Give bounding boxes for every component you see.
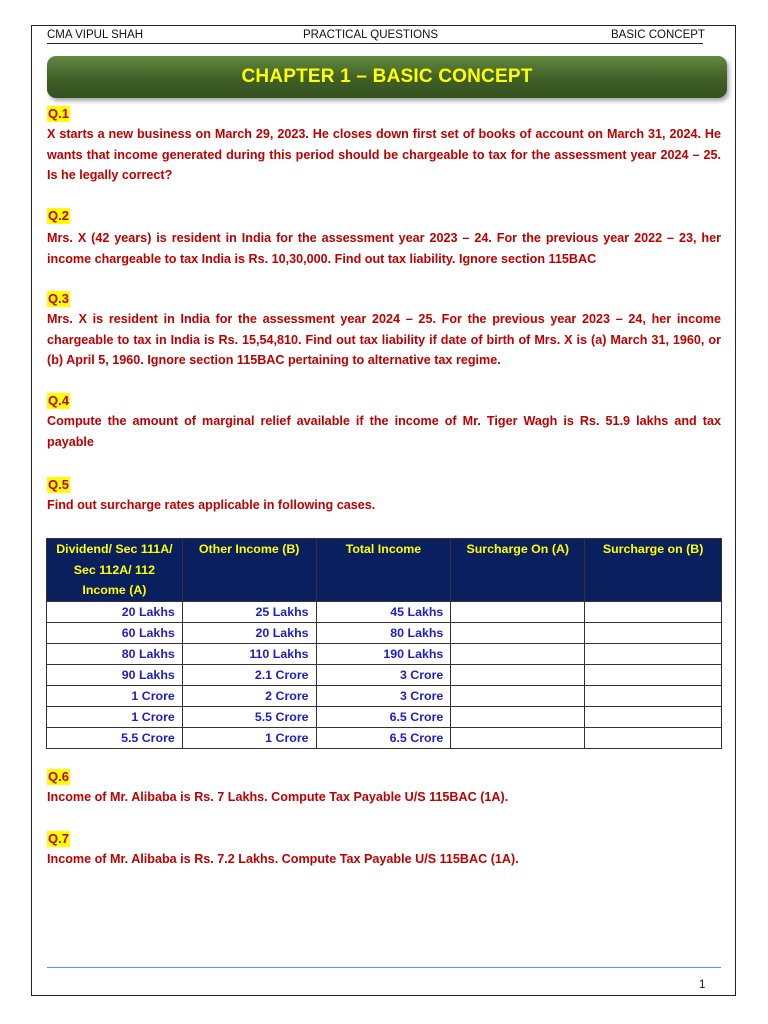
table-cell-empty <box>585 602 722 623</box>
chapter-banner <box>47 56 727 98</box>
header-rule <box>47 43 703 44</box>
table-row <box>47 707 722 728</box>
table-cell: 190 Lakhs <box>316 644 451 665</box>
table-cell: 3 Crore <box>316 686 451 707</box>
table-cell-empty <box>585 707 722 728</box>
table-cell-empty <box>451 665 585 686</box>
table-row <box>47 686 722 707</box>
column-header-surcharge-a: Surcharge On (A) <box>451 539 585 602</box>
table-cell: 2 Crore <box>182 686 316 707</box>
table-cell: 80 Lakhs <box>316 623 451 644</box>
column-header-surcharge-b: Surcharge on (B) <box>585 539 722 602</box>
column-header-total-income: Total Income <box>316 539 451 602</box>
question-text-6: Income of Mr. Alibaba is Rs. 7 Lakhs. Compute Tax Payable U/S 115BAC (1A). <box>47 790 509 804</box>
question-label-2: Q.2 <box>48 208 69 223</box>
header-author: CMA VIPUL SHAH <box>47 29 144 41</box>
table-cell-empty <box>451 623 585 644</box>
question-label-5: Q.5 <box>48 477 69 492</box>
table-header-row <box>47 539 722 602</box>
table-cell-empty <box>585 686 722 707</box>
header-section: PRACTICAL QUESTIONS <box>303 29 439 41</box>
table-row <box>47 602 722 623</box>
table-cell: 60 Lakhs <box>47 623 183 644</box>
table-cell: 1 Crore <box>47 686 183 707</box>
table-cell-empty <box>585 665 722 686</box>
table-row <box>47 665 722 686</box>
chapter-title: CHAPTER 1 – BASIC CONCEPT <box>241 66 533 87</box>
table-cell: 3 Crore <box>316 665 451 686</box>
table-cell-empty <box>451 602 585 623</box>
column-header-dividend-income: Dividend/ Sec 111A/ Sec 112A/ 112 Income (A) <box>47 539 183 602</box>
table-cell-empty <box>451 686 585 707</box>
table-cell: 25 Lakhs <box>182 602 316 623</box>
table-row <box>47 623 722 644</box>
question-label-4: Q.4 <box>48 393 69 408</box>
table-cell: 2.1 Crore <box>182 665 316 686</box>
table-cell: 5.5 Crore <box>182 707 316 728</box>
question-text-5: Find out surcharge rates applicable in following cases. <box>47 498 376 512</box>
question-text-1: X starts a new business on March 29, 2023. He closes down first set of books of account on March 31, 2024. He wants that income generated during this period should be chargeable to tax for the assessment year 2024 – 25. Is he legally correct? <box>47 127 721 183</box>
question-text-4: Compute the amount of marginal relief available if the income of Mr. Tiger Wagh is Rs. 51.9 lakhs and tax payable <box>47 414 721 449</box>
table-cell: 90 Lakhs <box>47 665 183 686</box>
table-cell-empty <box>451 728 585 749</box>
table-cell-empty <box>585 623 722 644</box>
question-label-1: Q.1 <box>48 106 69 121</box>
question-label-7: Q.7 <box>48 831 69 846</box>
table-cell: 1 Crore <box>47 707 183 728</box>
page-number: 1 <box>699 979 706 991</box>
surcharge-table <box>46 538 722 749</box>
table-cell-empty <box>451 644 585 665</box>
table-row <box>47 644 722 665</box>
footer-rule <box>47 967 721 968</box>
table-cell-empty <box>585 644 722 665</box>
column-header-other-income: Other Income (B) <box>182 539 316 602</box>
question-text-7: Income of Mr. Alibaba is Rs. 7.2 Lakhs. Compute Tax Payable U/S 115BAC (1A). <box>47 852 519 866</box>
table-cell-empty <box>585 728 722 749</box>
table-cell: 6.5 Crore <box>316 728 451 749</box>
table-cell: 6.5 Crore <box>316 707 451 728</box>
table-cell: 20 Lakhs <box>182 623 316 644</box>
table-cell: 1 Crore <box>182 728 316 749</box>
table-cell: 110 Lakhs <box>182 644 316 665</box>
table-cell-empty <box>451 707 585 728</box>
question-label-6: Q.6 <box>48 769 69 784</box>
header-topic: BASIC CONCEPT <box>611 29 705 41</box>
question-text-2: Mrs. X (42 years) is resident in India for the assessment year 2023 – 24. For the previous year 2022 – 23, her income chargeable to tax India is Rs. 10,30,000. Find out tax liability. Ignore section 115BAC <box>47 231 721 266</box>
table-cell: 5.5 Crore <box>47 728 183 749</box>
table-row <box>47 728 722 749</box>
table-cell: 20 Lakhs <box>47 602 183 623</box>
question-text-3: Mrs. X is resident in India for the assessment year 2024 – 25. For the previous year 2023 – 24, her income chargeable to tax in India is Rs. 15,54,810. Find out tax liability if date of birth of Mrs. X is (a) March 31, 1960, or (b) April 5, 1960. Ignore section 115BAC pertaining to alternative tax regime. <box>47 312 721 368</box>
table-cell: 45 Lakhs <box>316 602 451 623</box>
table-cell: 80 Lakhs <box>47 644 183 665</box>
question-label-3: Q.3 <box>48 291 69 306</box>
